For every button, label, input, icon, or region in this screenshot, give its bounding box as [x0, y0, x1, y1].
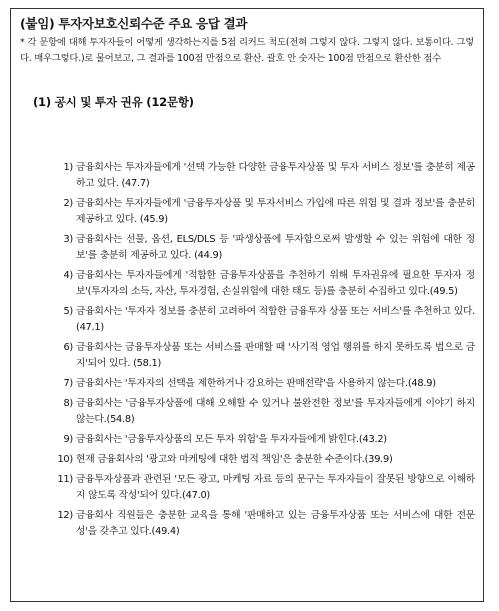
question-number: 11) [57, 474, 73, 485]
question-number: 10) [57, 454, 73, 465]
question-number: 7) [63, 378, 73, 389]
question-item [55, 232, 475, 264]
survey-note: * 각 문항에 대해 투자자들이 어떻게 생각하는지를 5점 리커드 척도(전혀 그렇지 않다. 그렇지 않다. 보통이다. 그렇다. 매우그렇다.)로 물어보고, 그 결과를 100점 만점으로 환산. 괄호 안 숫자는 100점 만점으로 환산한 점수 [20, 37, 474, 64]
question-text: 금융회사는 '투자자의 선택을 제한하거나 강요하는 판매전략'을 사용하지 않는다.(48.9) [76, 378, 436, 389]
question-item [55, 508, 475, 540]
question-text: 금융회사는 '금융투자상품의 모든 투자 위험'을 투자자들에게 밝힌다.(43.2) [76, 434, 387, 445]
question-item [55, 304, 475, 336]
question-text: 금융회사는 투자자들에게 '금융투자상품 및 투자서비스 가입에 따른 위험 및 결과 정보'를 충분히 제공하고 있다. (45.9) [76, 198, 475, 225]
question-number: 1) [63, 162, 73, 173]
question-number: 9) [63, 434, 73, 445]
question-text: 금융회사는 금융투자상품 또는 서비스를 판매할 때 '사기적 영업 행위를 하지 못하도록 법으로 금지'되어 있다. (58.1) [76, 342, 475, 369]
question-text: 금융회사는 투자자들에게 '적합한 금융투자상품을 추천하기 위해 투자권유에 필요한 투자자 정보'(투자자의 소득, 자산, 투자경험, 손실위험에 대한 태도 등)를 충분히 수집하고 있다.(49.5) [76, 270, 475, 297]
question-number: 4) [63, 270, 73, 281]
question-number: 12) [57, 510, 73, 521]
question-text: 금융회사 직원들은 충분한 교육을 통해 '판매하고 있는 금융투자상품 또는 서비스에 대한 전문성'을 갖추고 있다.(49.4) [76, 510, 475, 537]
question-item [55, 452, 475, 468]
question-text: 현재 금융회사의 '광고와 마케팅에 대한 법적 책임'은 충분한 수준이다.(39.9) [76, 454, 393, 465]
question-number: 6) [63, 342, 73, 353]
question-item [55, 376, 475, 392]
question-text: 금융회사는 '투자자 정보를 충분히 고려하여 적합한 금융투자 상품 또는 서비스'를 추천하고 있다.(47.1) [76, 306, 475, 333]
question-item [55, 472, 475, 504]
question-item [55, 268, 475, 300]
section-title: (1) 공시 및 투자 권유 (12문항) [33, 95, 194, 109]
question-number: 5) [63, 306, 73, 317]
question-item [55, 196, 475, 228]
question-text: 금융회사는 '금융투자상품에 대해 오해할 수 있거나 불완전한 정보'를 투자자들에게 이야기 하지 않는다.(54.8) [76, 398, 475, 425]
question-item [55, 396, 475, 428]
question-number: 3) [63, 234, 73, 245]
question-text: 금융투자상품과 관련된 '모든 광고, 마케팅 자료 등의 문구는 투자자들이 잘못된 방향으로 이해하지 않도록 작성'되어 있다.(47.0) [76, 474, 475, 501]
document-title: (붙임) 투자자보호신뢰수준 주요 응답 결과 [20, 16, 248, 31]
question-item [55, 160, 475, 192]
question-text: 금융회사는 투자자들에게 '선택 가능한 다양한 금융투자상품 및 투자 서비스 정보'를 충분히 제공하고 있다. (47.7) [76, 162, 475, 189]
question-item [55, 340, 475, 372]
question-item [55, 432, 475, 448]
question-number: 8) [63, 398, 73, 409]
question-number: 2) [63, 198, 73, 209]
question-list [55, 160, 475, 544]
question-text: 금융회사는 선물, 옵션, ELS/DLS 등 '파생상품에 투자함으로써 발생할 수 있는 위험에 대한 정보'를 충분히 제공하고 있다. (44.9) [76, 234, 475, 261]
